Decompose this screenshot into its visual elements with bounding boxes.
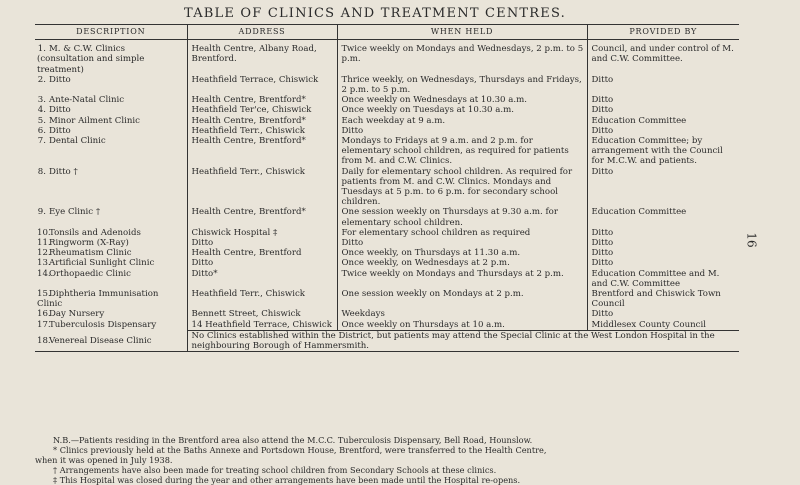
- row-description: Ante-Natal Clinic: [49, 95, 125, 106]
- address-cell: Heathfield Terr., Chiswick: [187, 167, 337, 208]
- provided-by-cell: Ditto: [587, 95, 739, 105]
- when-held-cell: Twice weekly on Mondays and Wednesdays, 2 p.m. to 5 p.m.: [337, 40, 587, 75]
- row-description: Rheumatism Clinic: [49, 248, 132, 259]
- table-header-row: [35, 25, 739, 40]
- when-held-cell: Each weekday at 9 a.m.: [337, 116, 587, 126]
- row-number: 13.: [37, 258, 51, 269]
- table-row: [35, 95, 739, 105]
- table-row: [35, 105, 739, 115]
- provided-by-cell: Council, and under control of M. and C.W. Committee.: [587, 40, 739, 75]
- page-number: 16: [744, 232, 759, 248]
- description-cell: [35, 289, 187, 309]
- provided-by-cell: Ditto: [587, 248, 739, 258]
- row-description: Ditto: [49, 74, 71, 85]
- when-held-cell: Once weekly on Tuesdays at 10.30 a.m.: [337, 105, 587, 115]
- row-description: Ringworm (X-Ray): [49, 238, 129, 249]
- address-cell: Health Centre, Brentford: [187, 248, 337, 258]
- row-number: 15.: [37, 289, 51, 300]
- description-cell: [35, 269, 187, 289]
- header-provided-by: PROVIDED BY: [587, 25, 739, 40]
- row-number: 17.: [37, 319, 51, 330]
- row-number: 16.: [37, 309, 51, 320]
- address-cell: Health Centre, Brentford*: [187, 116, 337, 126]
- when-held-cell: Twice weekly on Mondays and Thursdays at 2 p.m.: [337, 269, 587, 289]
- provided-by-cell: Ditto: [587, 105, 739, 115]
- provided-by-cell: Ditto: [587, 258, 739, 268]
- address-cell: Health Centre, Brentford*: [187, 95, 337, 105]
- row-description: Day Nursery: [49, 309, 105, 320]
- description-cell: [35, 248, 187, 258]
- description-cell: [35, 258, 187, 268]
- row-number: 7.: [37, 136, 46, 147]
- row-description: Ditto: [49, 105, 71, 116]
- row-description: Minor Ailment Clinic: [49, 115, 140, 126]
- description-cell: [35, 309, 187, 319]
- row-number: 2.: [37, 74, 46, 85]
- row-number: 12.: [37, 248, 51, 259]
- table-row: [35, 238, 739, 248]
- address-cell: Heathfield Terr., Chiswick: [187, 126, 337, 136]
- row-number: 18.: [37, 336, 51, 347]
- address-cell: Chiswick Hospital ‡: [187, 228, 337, 238]
- when-held-cell: Once weekly, on Wednesdays at 2 p.m.: [337, 258, 587, 268]
- provided-by-cell: Middlesex County Council: [587, 320, 739, 331]
- provided-by-cell: Brentford and Chiswick Town Council: [587, 289, 739, 309]
- row-description: Eye Clinic †: [49, 207, 101, 218]
- spanning-note-cell: No Clinics established within the District, but patients may attend the Special Clinic at the West London Hospital in the neighbouring Borough of Hammersmith.: [187, 330, 739, 351]
- table-row: [35, 167, 739, 208]
- provided-by-cell: Ditto: [587, 126, 739, 136]
- when-held-cell: One session weekly on Mondays at 2 p.m.: [337, 289, 587, 309]
- row-description: M. & C.W. Clinics (consultation and simple treatment): [37, 44, 145, 75]
- description-cell: [35, 207, 187, 227]
- description-cell: [35, 136, 187, 167]
- table-row: [35, 248, 739, 258]
- provided-by-cell: Ditto: [587, 228, 739, 238]
- row-number: 9.: [37, 207, 46, 218]
- address-cell: Health Centre, Brentford*: [187, 207, 337, 227]
- table-row: [35, 126, 739, 136]
- row-description: Dental Clinic: [49, 136, 106, 147]
- description-cell: [35, 95, 187, 105]
- footnote-dagger: † Arrangements have also been made for treating school children from Secondary Schools at these clinics.: [53, 465, 497, 475]
- row-number: 5.: [37, 115, 46, 126]
- header-description: DESCRIPTION: [35, 25, 187, 40]
- description-cell: [35, 238, 187, 248]
- clinics-table: [35, 24, 739, 352]
- description-cell: [35, 320, 187, 331]
- provided-by-cell: Education Committee: [587, 207, 739, 227]
- description-cell: [35, 40, 187, 75]
- address-cell: Ditto*: [187, 269, 337, 289]
- table-row: [35, 40, 739, 75]
- address-cell: Ditto: [187, 238, 337, 248]
- footnote-asterisk: * Clinics previously held at the Baths Annexe and Portsdown House, Brentford, were transferred to the Health Centre,: [53, 445, 547, 455]
- table-row: [35, 258, 739, 268]
- address-cell: Ditto: [187, 258, 337, 268]
- row-description: Venereal Disease Clinic: [49, 336, 152, 347]
- provided-by-cell: Education Committee and M. and C.W. Committee: [587, 269, 739, 289]
- table-row: [35, 228, 739, 238]
- table-row: [35, 320, 739, 331]
- header-when-held: WHEN HELD: [337, 25, 587, 40]
- table-row: [35, 116, 739, 126]
- row-description: Ditto: [49, 125, 71, 136]
- provided-by-cell: Education Committee: [587, 116, 739, 126]
- when-held-cell: Ditto: [337, 126, 587, 136]
- row-description: Diphtheria Immunisation Clinic: [37, 289, 159, 310]
- address-cell: Health Centre, Brentford*: [187, 136, 337, 167]
- address-cell: Heathfield Ter'ce, Chiswick: [187, 105, 337, 115]
- provided-by-cell: Ditto: [587, 238, 739, 248]
- address-cell: 14 Heathfield Terrace, Chiswick: [187, 320, 337, 331]
- table-row: [35, 269, 739, 289]
- row-description: Artificial Sunlight Clinic: [49, 258, 155, 269]
- description-cell: [35, 167, 187, 208]
- table-row: [35, 309, 739, 319]
- table-row: [35, 136, 739, 167]
- row-number: 10.: [37, 227, 51, 238]
- description-cell: [35, 105, 187, 115]
- row-number: 8.: [37, 166, 46, 177]
- row-description: Orthopaedic Clinic: [49, 268, 131, 279]
- table-row: [35, 330, 739, 351]
- provided-by-cell: Education Committee; by arrangement with the Council for M.C.W. and patients.: [587, 136, 739, 167]
- row-description: Tuberculosis Dispensary: [49, 319, 157, 330]
- page-title: TABLE OF CLINICS AND TREATMENT CENTRES.: [184, 6, 566, 21]
- row-number: 3.: [37, 95, 46, 106]
- description-cell: [35, 116, 187, 126]
- when-held-cell: Weekdays: [337, 309, 587, 319]
- address-cell: Health Centre, Albany Road, Brentford.: [187, 40, 337, 75]
- address-cell: Heathfield Terrace, Chiswick: [187, 75, 337, 95]
- footnote-nb: N.B.—Patients residing in the Brentford area also attend the M.C.C. Tuberculosis Dispensary, Bell Road, Hounslow.: [53, 435, 533, 445]
- table-row: [35, 75, 739, 95]
- when-held-cell: Thrice weekly, on Wednesdays, Thursdays and Fridays, 2 p.m. to 5 p.m.: [337, 75, 587, 95]
- when-held-cell: For elementary school children as required: [337, 228, 587, 238]
- header-address: ADDRESS: [187, 25, 337, 40]
- provided-by-cell: Ditto: [587, 309, 739, 319]
- row-description: Ditto †: [49, 166, 78, 177]
- row-number: 11.: [37, 238, 51, 249]
- provided-by-cell: Ditto: [587, 167, 739, 208]
- when-held-cell: Once weekly on Wednesdays at 10.30 a.m.: [337, 95, 587, 105]
- footnote-asterisk-cont: when it was opened in July 1938.: [35, 455, 173, 465]
- when-held-cell: Daily for elementary school children. As required for patients from M. and C.W. Clinics. Mondays and Tuesdays at 5 p.m. to 6 p.m. for secondary school children.: [337, 167, 587, 208]
- description-cell: [35, 75, 187, 95]
- provided-by-cell: Ditto: [587, 75, 739, 95]
- row-number: 14.: [37, 268, 51, 279]
- row-number: 6.: [37, 125, 46, 136]
- when-held-cell: Once weekly on Thursdays at 10 a.m.: [337, 320, 587, 331]
- when-held-cell: Once weekly, on Thursdays at 11.30 a.m.: [337, 248, 587, 258]
- description-cell: [35, 126, 187, 136]
- address-cell: Heathfield Terr., Chiswick: [187, 289, 337, 309]
- footnote-double-dagger: ‡ This Hospital was closed during the year and other arrangements have been made until the Hospital re-opens.: [53, 475, 521, 485]
- row-number: 4.: [37, 105, 46, 116]
- footnotes: [35, 435, 739, 485]
- table-row: [35, 289, 739, 309]
- when-held-cell: Ditto: [337, 238, 587, 248]
- address-cell: Bennett Street, Chiswick: [187, 309, 337, 319]
- table-row: [35, 207, 739, 227]
- description-cell: [35, 330, 187, 351]
- description-cell: [35, 228, 187, 238]
- when-held-cell: One session weekly on Thursdays at 9.30 a.m. for elementary school children.: [337, 207, 587, 227]
- row-description: Tonsils and Adenoids: [49, 227, 141, 238]
- when-held-cell: Mondays to Fridays at 9 a.m. and 2 p.m. for elementary school children, as required for patients from M. and C.W. Clinics.: [337, 136, 587, 167]
- row-number: 1.: [37, 44, 46, 55]
